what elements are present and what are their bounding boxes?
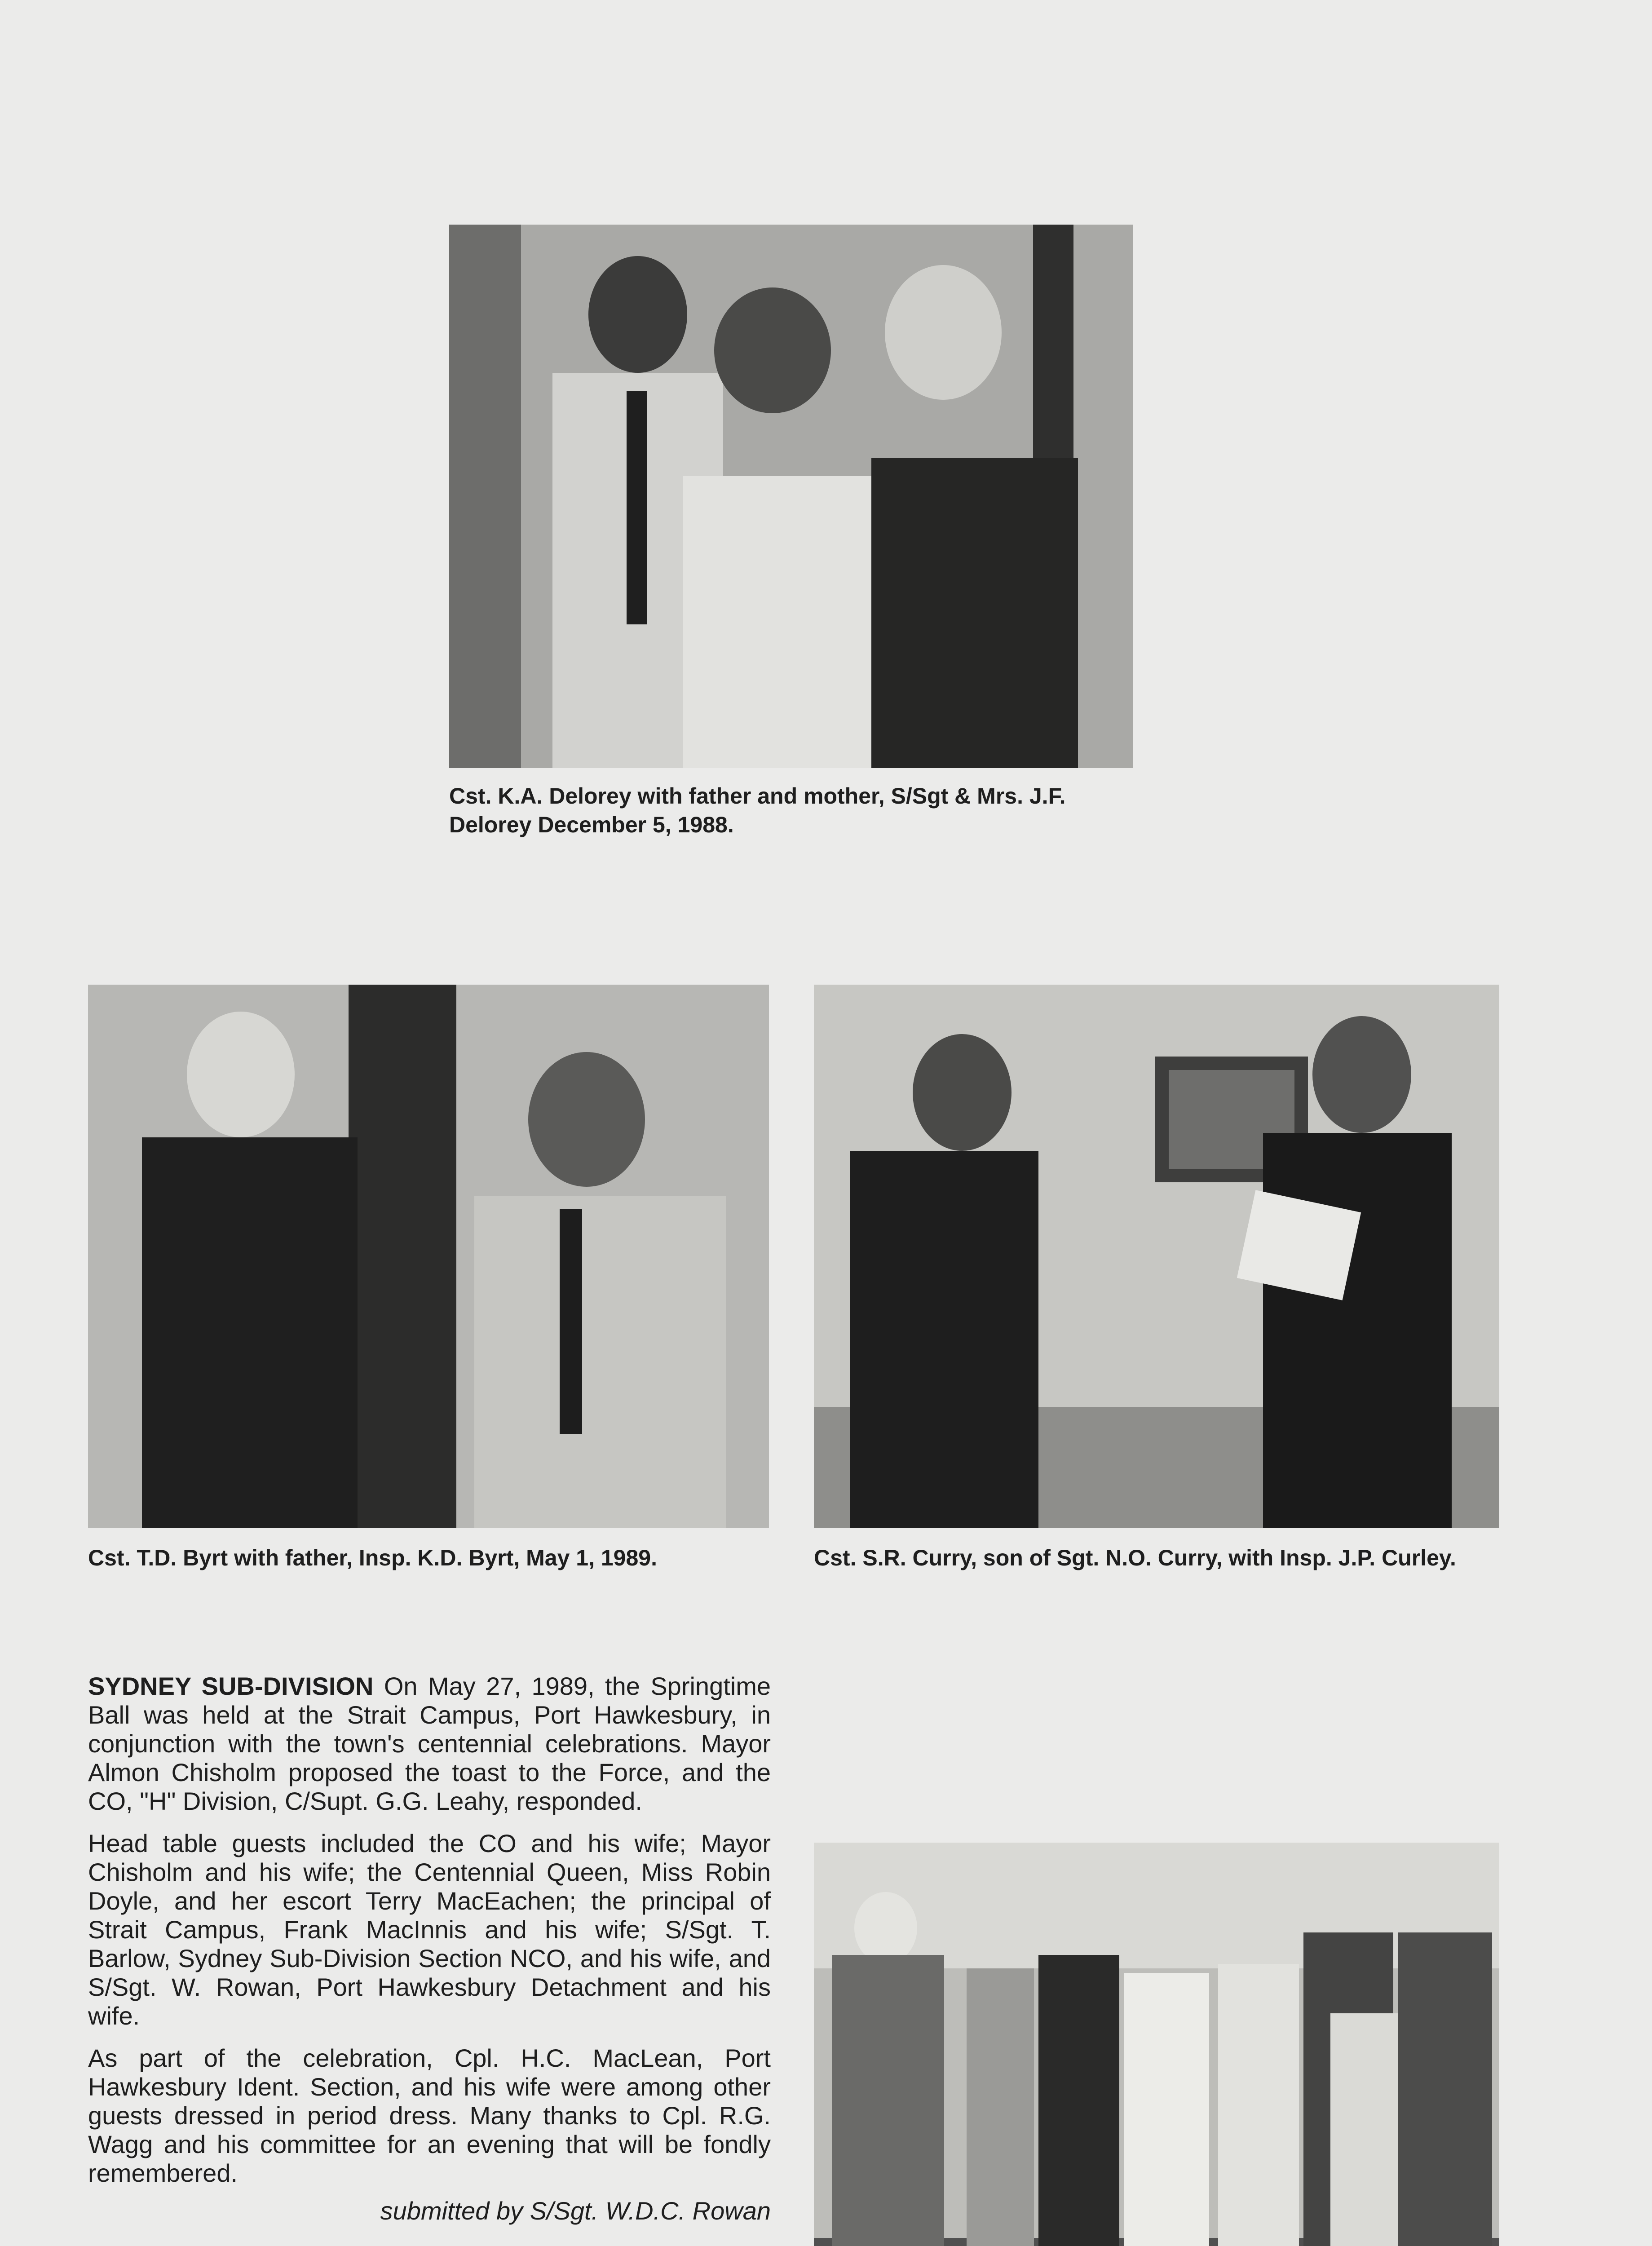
- article-column: [88, 1672, 771, 2225]
- article-paragraph-2: Head table guests included the CO and his wife; Mayor Chisholm and his wife; the Centennial Queen, Miss Robin Doyle, and her escort Terry MacEachen; the principal of Strait Campus, Frank MacInnis and his wife; S/Sgt. T. Barlow, Sydney Sub-Division Section NCO, and his wife, and S/Sgt. W. Rowan, Port Hawkesbury Detachment and his wife.: [88, 1829, 771, 2030]
- article-heading: SYDNEY SUB-DIVISION: [88, 1672, 374, 1700]
- caption-delorey: Cst. K.A. Delorey with father and mother, S/Sgt & Mrs. J.F. Delorey December 5, 1988.: [449, 783, 1066, 837]
- photo-byrt: [88, 985, 769, 1528]
- article-paragraph-1: [88, 1672, 771, 1816]
- photo-curry: [814, 985, 1499, 1528]
- photo-ball-group: [814, 1843, 1499, 2246]
- photo-curry-figures: [814, 985, 1499, 1528]
- photo-ball-figures: [814, 1843, 1499, 2246]
- photo-byrt-figures: [88, 985, 769, 1528]
- photo-delorey: [449, 225, 1133, 768]
- caption-byrt: Cst. T.D. Byrt with father, Insp. K.D. Byrt, May 1, 1989.: [88, 1545, 657, 1570]
- photo-delorey-figures: [449, 225, 1133, 768]
- article-signature: submitted by S/Sgt. W.D.C. Rowan: [380, 2197, 771, 2225]
- article-paragraph-3: As part of the celebration, Cpl. H.C. MacLean, Port Hawkesbury Ident. Section, and his wife were among other guests dressed in period dress. Many thanks to Cpl. R.G. Wagg and his committee for an evening that will be fondly remembered.: [88, 2044, 771, 2187]
- article-paragraph-1-text: On May 27, 1989, the Springtime Ball was held at the Strait Campus, Port Hawkesbury, in conjunction with the town's centennial celebrations. Mayor Almon Chisholm proposed the toast to the Force, and the CO, "H" Division, C/Supt. G.G. Leahy, responded.: [88, 1672, 771, 1815]
- caption-curry: Cst. S.R. Curry, son of Sgt. N.O. Curry, with Insp. J.P. Curley.: [814, 1545, 1456, 1570]
